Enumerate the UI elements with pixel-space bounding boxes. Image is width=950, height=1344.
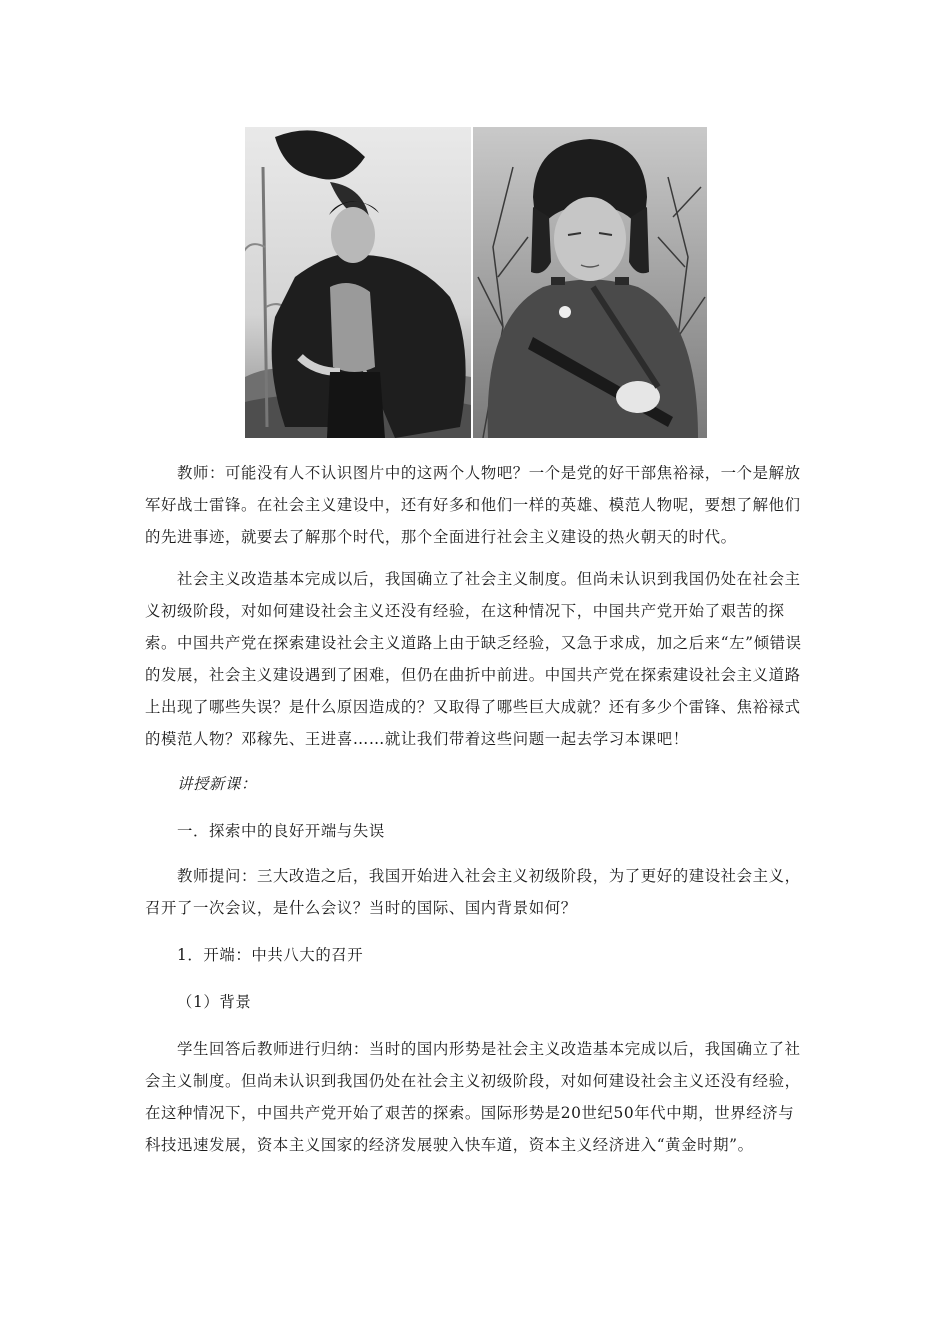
background-paragraph: 社会主义改造基本完成以后，我国确立了社会主义制度。但尚未认识到我国仍处在社会主义初级阶段，对如何建设社会主义还没有经验，在这种情况下，中国共产党开始了艰苦的探索。中国共产党在探索建设社会主义道路上由于缺乏经验，又急于求成，加之后来“左”倾错误的发展，社会主义建设遇到了困难，但仍在曲折中前进。中国共产党在探索建设社会主义道路上出现了哪些失误？是什么原因造成的？又取得了哪些巨大成就？还有多少个雷锋、焦裕禄式的模范人物？邓稼先、王进喜……就让我们带着这些问题一起去学习本课吧！ [145,570,802,748]
section-label: 讲授新课： [177,775,257,793]
subheading-background: （1）背景 [177,993,252,1011]
photo-jiao-yulu [245,127,471,438]
section-heading: 一．探索中的良好开端与失误 [177,822,385,840]
summary-paragraph: 学生回答后教师进行归纳：当时的国内形势是社会主义改造基本完成以后，我国确立了社会主义制度。但尚未认识到我国仍处在社会主义初级阶段，对如何建设社会主义还没有经验，在这种情况下，中国共产党开始了艰苦的探索。国际形势是20世纪50年代中期，世界经济与科技迅速发展，资本主义国家的经济发展驶入快车道，资本主义经济进入“黄金时期”。 [145,1040,801,1154]
photo-pair [245,127,707,438]
teacher-question: 教师提问：三大改造之后，我国开始进入社会主义初级阶段，为了更好的建设社会主义，召开了一次会议，是什么会议？当时的国际、国内背景如何？ [145,867,801,917]
subheading-1: 1．开端：中共八大的召开 [177,946,364,964]
intro-paragraph: 教师：可能没有人不认识图片中的这两个人物吧？一个是党的好干部焦裕禄，一个是解放军好战士雷锋。在社会主义建设中，还有好多和他们一样的英雄、模范人物呢，要想了解他们的先进事迹，就要去了解那个时代，那个全面进行社会主义建设的热火朝天的时代。 [145,464,801,546]
photo-lei-feng [473,127,707,438]
document-body [145,457,810,1161]
